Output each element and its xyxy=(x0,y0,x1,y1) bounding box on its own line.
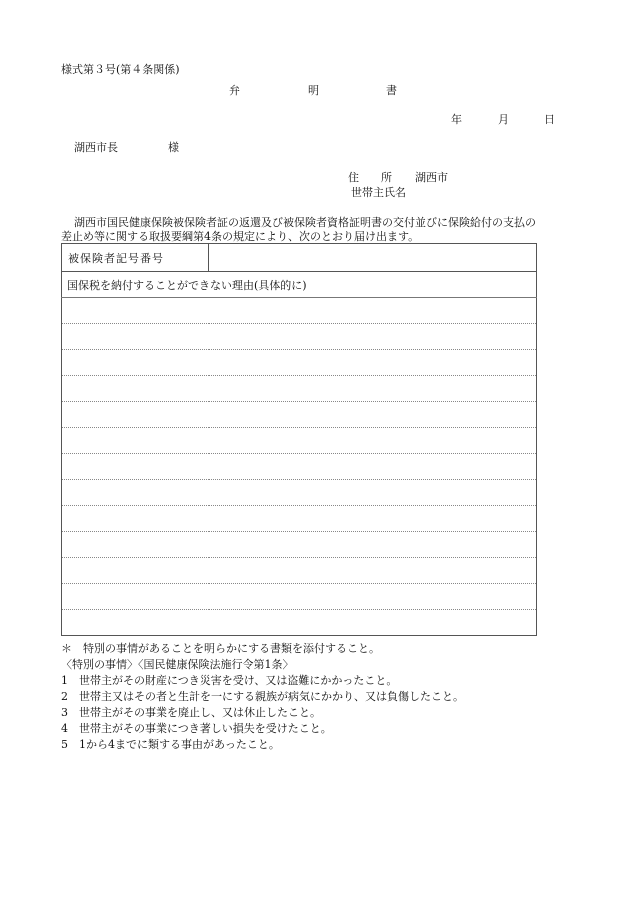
intro-text-line-2: 差止め等に関する取扱要綱第4条の規定により、次のとおり届け出ます。 xyxy=(61,230,420,243)
address-value: 湖西市 xyxy=(415,171,448,184)
note-number: 5 xyxy=(61,738,68,751)
addressee-honorific: 様 xyxy=(168,141,179,154)
reason-line-1[interactable] xyxy=(62,298,537,324)
note-number: 2 xyxy=(61,690,68,703)
insured-number-label: 被保険者記号番号 xyxy=(62,244,209,272)
declaration-table xyxy=(61,243,537,636)
note-text: 世帯主がその財産につき災害を受け、又は盗難にかかったこと。 xyxy=(79,674,398,687)
insured-number-field[interactable] xyxy=(209,244,537,272)
note-number: 4 xyxy=(61,722,68,735)
reason-line-7[interactable] xyxy=(62,454,537,480)
reason-line-5[interactable] xyxy=(62,402,537,428)
note-text: 世帯主がその事業を廃止し、又は休止したこと。 xyxy=(79,706,321,719)
note-text: 世帯主又はその者と生計を一にする親族が病気にかかり、又は負傷したこと。 xyxy=(79,690,464,703)
date-day-label: 日 xyxy=(544,113,555,126)
title-char-2: 明 xyxy=(308,84,319,97)
note-item xyxy=(61,721,464,737)
reason-line-10[interactable] xyxy=(62,532,537,558)
notes-section xyxy=(61,641,464,753)
note-text: 世帯主がその事業につき著しい損失を受けたこと。 xyxy=(79,722,332,735)
note-item xyxy=(61,705,464,721)
reason-label: 国保税を納付することができない理由(具体的に) xyxy=(62,272,537,298)
reason-line-11[interactable] xyxy=(62,558,537,584)
form-number: 様式第３号(第４条関係) xyxy=(61,63,180,76)
reason-line-8[interactable] xyxy=(62,480,537,506)
attachment-note: ＊ 特別の事情があることを明らかにする書類を添付すること。 xyxy=(61,642,380,655)
reason-line-3[interactable] xyxy=(62,350,537,376)
householder-name-label: 世帯主氏名 xyxy=(351,186,406,199)
intro-text-line-1: 湖西市国民健康保険被保険者証の返還及び被保険者資格証明書の交付並びに保険給付の支払の xyxy=(74,216,536,229)
reason-line-2[interactable] xyxy=(62,324,537,350)
title-char-1: 弁 xyxy=(229,84,240,97)
note-item xyxy=(61,689,464,705)
note-item xyxy=(61,673,464,689)
reason-line-6[interactable] xyxy=(62,428,537,454)
date-month-label: 月 xyxy=(498,113,509,126)
note-number: 3 xyxy=(61,706,68,719)
special-circumstances-heading: 〈特別の事情〉〈国民健康保険法施行令第1条〉 xyxy=(61,658,294,671)
title-char-3: 書 xyxy=(386,84,397,97)
note-text: 1から4までに類する事由があったこと。 xyxy=(79,738,280,751)
address-label: 住 所 xyxy=(348,171,392,184)
reason-line-4[interactable] xyxy=(62,376,537,402)
reason-line-12[interactable] xyxy=(62,584,537,610)
reason-line-9[interactable] xyxy=(62,506,537,532)
note-number: 1 xyxy=(61,674,68,687)
reason-line-13[interactable] xyxy=(62,610,537,636)
addressee-name: 湖西市長 xyxy=(74,141,118,154)
note-item xyxy=(61,737,464,753)
date-year-label: 年 xyxy=(451,113,462,126)
